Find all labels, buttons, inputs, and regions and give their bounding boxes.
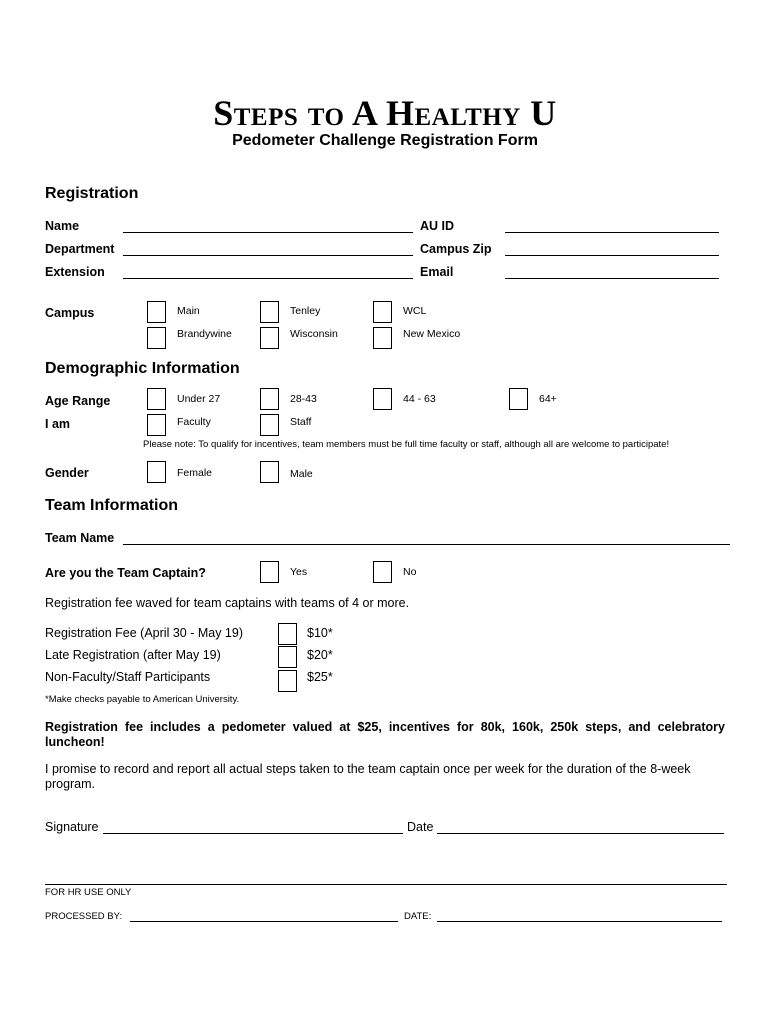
au-id-label: AU ID (420, 219, 455, 233)
form-subtitle: Pedometer Challenge Registration Form (232, 132, 538, 149)
fee-amount-late: $20* (307, 648, 333, 662)
hr-divider (45, 884, 727, 885)
name-label: Name (45, 219, 80, 233)
date-label: Date (407, 820, 434, 834)
age-range-label: Age Range (45, 394, 111, 408)
gender-female-checkbox[interactable] (147, 461, 166, 483)
signature-field[interactable] (103, 833, 403, 834)
team-heading: Team Information (45, 497, 179, 514)
date-field[interactable] (437, 833, 724, 834)
extension-field[interactable] (123, 278, 413, 279)
campus-main-label: Main (177, 305, 200, 317)
faculty-checkbox[interactable] (147, 414, 166, 436)
age-28-43-label: 28-43 (290, 393, 317, 405)
fee-includes-text: Registration fee includes a pedometer valued at $25, incentives for 80k, 160k, 250k steps, and celebratory luncheon! (45, 720, 725, 749)
captain-question: Are you the Team Captain? (45, 566, 206, 580)
age-64-plus-checkbox[interactable] (509, 388, 528, 410)
fee-amount-nonfaculty: $25* (307, 670, 333, 684)
campus-wisconsin-checkbox[interactable] (260, 327, 279, 349)
fee-amount-regular: $10* (307, 626, 333, 640)
captain-no-checkbox[interactable] (373, 561, 392, 583)
promise-text: I promise to record and report all actual steps taken to the team captain once per week for the duration of the 8-week program. (45, 762, 691, 791)
signature-label: Signature (45, 820, 99, 834)
campus-new-mexico-label: New Mexico (403, 328, 461, 340)
processed-by-field[interactable] (130, 921, 398, 922)
captain-no-label: No (403, 566, 417, 578)
processed-by-label: PROCESSED BY: (45, 911, 123, 922)
campus-wcl-label: WCL (403, 305, 427, 317)
age-44-63-checkbox[interactable] (373, 388, 392, 410)
fee-waived-text: Registration fee waved for team captains with teams of 4 or more. (45, 596, 410, 610)
gender-male-label: Male (290, 468, 313, 480)
campus-new-mexico-checkbox[interactable] (373, 327, 392, 349)
au-id-field[interactable] (505, 232, 719, 233)
i-am-label: I am (45, 417, 71, 431)
extension-label: Extension (45, 265, 105, 279)
gender-label: Gender (45, 466, 89, 480)
fee-regular-checkbox[interactable] (278, 623, 297, 645)
staff-label: Staff (290, 416, 312, 428)
team-name-label: Team Name (45, 531, 115, 545)
captain-yes-label: Yes (290, 566, 308, 578)
gender-female-label: Female (177, 467, 213, 479)
hr-date-label: DATE: (404, 911, 432, 922)
fee-label-late: Late Registration (after May 19) (45, 648, 221, 662)
age-28-43-checkbox[interactable] (260, 388, 279, 410)
fee-label-nonfaculty: Non-Faculty/Staff Participants (45, 670, 211, 684)
form-title: Steps to A Healthy U (213, 93, 557, 133)
email-field[interactable] (505, 278, 719, 279)
fee-label-regular: Registration Fee (April 30 - May 19) (45, 626, 243, 640)
campus-zip-label: Campus Zip (420, 242, 492, 256)
eligibility-note: Please note: To qualify for incentives, team members must be full time faculty or staff, although all are welcome to participate! (143, 439, 670, 450)
team-name-field[interactable] (123, 544, 730, 545)
campus-zip-field[interactable] (505, 255, 719, 256)
department-label: Department (45, 242, 115, 256)
campus-tenley-checkbox[interactable] (260, 301, 279, 323)
hr-heading: FOR HR USE ONLY (45, 887, 132, 898)
campus-wisconsin-label: Wisconsin (290, 328, 338, 340)
campus-tenley-label: Tenley (290, 305, 321, 317)
fee-late-checkbox[interactable] (278, 646, 297, 668)
staff-checkbox[interactable] (260, 414, 279, 436)
name-field[interactable] (123, 232, 413, 233)
hr-date-field[interactable] (437, 921, 722, 922)
demographic-heading: Demographic Information (45, 360, 240, 377)
registration-heading: Registration (45, 185, 139, 202)
gender-male-checkbox[interactable] (260, 461, 279, 483)
campus-wcl-checkbox[interactable] (373, 301, 392, 323)
campus-main-checkbox[interactable] (147, 301, 166, 323)
checks-note: *Make checks payable to American University. (45, 694, 240, 705)
campus-brandywine-checkbox[interactable] (147, 327, 166, 349)
age-under-27-checkbox[interactable] (147, 388, 166, 410)
age-under-27-label: Under 27 (177, 393, 221, 405)
captain-yes-checkbox[interactable] (260, 561, 279, 583)
campus-brandywine-label: Brandywine (177, 328, 232, 340)
age-64-plus-label: 64+ (539, 393, 557, 405)
faculty-label: Faculty (177, 416, 211, 428)
department-field[interactable] (123, 255, 413, 256)
age-44-63-label: 44 - 63 (403, 393, 436, 405)
fee-nonfaculty-checkbox[interactable] (278, 670, 297, 692)
campus-label: Campus (45, 306, 95, 320)
email-label: Email (420, 265, 454, 279)
